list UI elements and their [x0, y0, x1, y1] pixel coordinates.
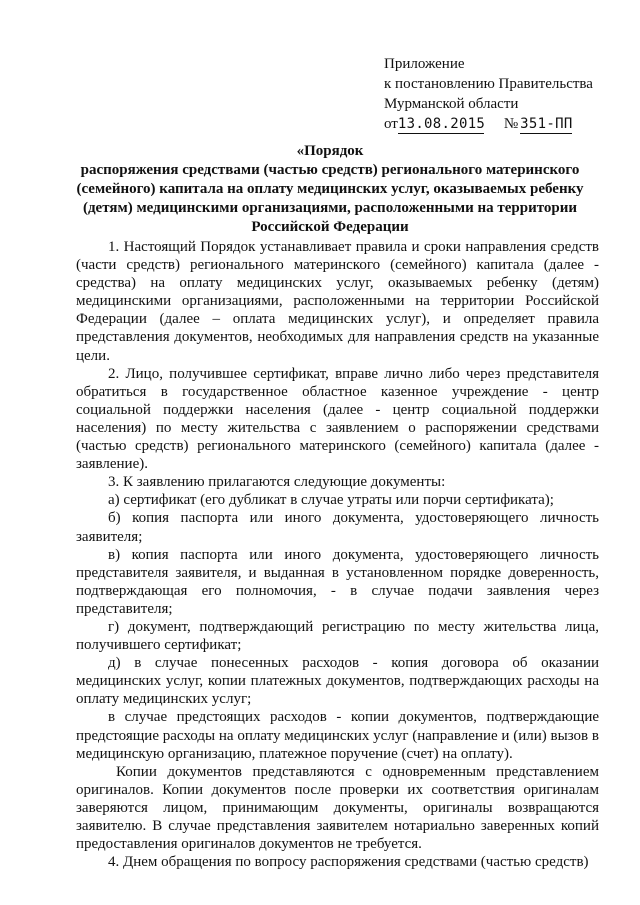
copies-paragraph: Копии документов представляются с одновременным представлением оригиналов. Копии документов после проверки их соответствия оригиналам заверяются лицом, принимающим документы, оригиналы возвращаются заявителю. В случае представления заявителем нотариально заверенных копий предоставления оригиналов документов не требуется. [76, 763, 599, 853]
document-title [56, 142, 604, 237]
title-line-2: распоряжения средствами (частью средств) регионального материнского [80, 162, 580, 178]
paragraph-3: 3. К заявлению прилагаются следующие документы: [108, 474, 446, 491]
paragraph-1: 1. Настоящий Порядок устанавливает правила и сроки направления средств (части средств) регионального материнского (семейного) капитала (далее - средства) на оплату медицинских услуг, оказываемых ребенку (детям) медицинскими организациями, расположенными на территории Российской Федерации (далее – оплата медицинских услуг), и определяет правила представления документов, необходимых для направления средств на указанные цели. [76, 239, 599, 364]
document-body [76, 238, 599, 871]
list-item-v: в) копия паспорта или иного документа, удостоверяющего личность представителя заявителя, и выданная в установленном порядке доверенность, подтверждающая его полномочия, - в случае подачи заявления через представителя; [76, 546, 599, 617]
number-prefix: № [503, 116, 519, 132]
title-line-5: Российской Федерации [251, 219, 409, 235]
title-line-4: (детям) медицинскими организациями, расположенными на территории [82, 200, 578, 216]
list-item-d: д) в случае понесенных расходов - копия договора об оказании медицинских услуг, копии платежных документов, подтверждающих расходы на оплату медицинских услуг; [76, 655, 599, 708]
paragraph-2: 2. Лицо, получившее сертификат, вправе лично либо через представителя обратиться в государственное областное казенное учреждение - центр социальной поддержки населения (далее - центр социальной поддержки населения) по месту жительства с заявлением о распоряжении средствами (частью средств) регионального материнского (семейного) капитала (далее - заявление). [76, 365, 599, 473]
date-prefix: от [384, 116, 398, 132]
list-item-d-continued: в случае предстоящих расходов - копии документов, подтверждающие предстоящие расходы на оплату медицинских услуг (направление и (или) вызов в медицинскую организацию, платежное поручение (счет) на оплату). [76, 709, 599, 762]
list-item-b: б) копия паспорта или иного документа, удостоверяющего личность заявителя; [76, 510, 599, 545]
appendix-line-1: Приложение [384, 56, 465, 72]
appendix-block [384, 54, 624, 134]
appendix-line-2: к постановлению Правительства [384, 76, 593, 92]
date-value: 13.08.2015 [397, 116, 486, 132]
list-item-a: а) сертификат (его дубликат в случае утраты или порчи сертификата); [108, 492, 554, 509]
paragraph-4: 4. Днем обращения по вопросу распоряжения средствами (частью средств) [108, 854, 589, 871]
appendix-date-line [384, 114, 624, 134]
title-line-1: «Порядок [296, 143, 364, 159]
list-item-g: г) документ, подтверждающий регистрацию по месту жительства лица, получившего сертификат; [76, 618, 599, 654]
number-value: 351-ПП [520, 116, 573, 132]
appendix-line-3: Мурманской области [384, 96, 519, 112]
title-line-3: (семейного) капитала на оплату медицинских услуг, оказываемых ребенку [76, 181, 584, 197]
